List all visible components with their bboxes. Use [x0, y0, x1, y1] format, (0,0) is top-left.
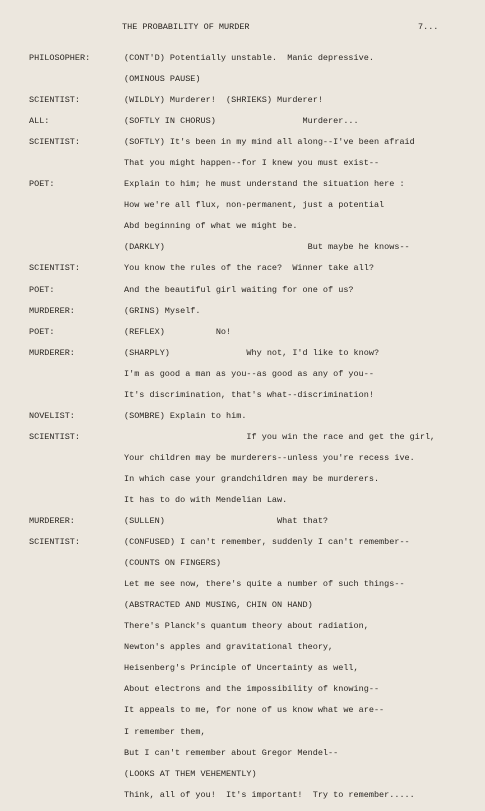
dialogue-text: Your children may be murderers--unless you're recess ive.: [124, 452, 415, 463]
page-number: 7...: [418, 22, 439, 32]
speaker-name: NOVELIST:: [29, 410, 75, 421]
dialogue-text: Explain to him; he must understand the situation here :: [124, 179, 405, 190]
speaker-name: SCIENTIST:: [29, 431, 81, 442]
dialogue-text: I remember them,: [124, 726, 206, 737]
script-line: [0, 684, 485, 705]
speaker-name: SCIENTIST:: [29, 537, 81, 548]
script-line: [0, 432, 485, 453]
dialogue-text: (LOOKS AT THEM VEHEMENTLY): [124, 768, 257, 779]
page-header: [0, 22, 485, 36]
script-line: [0, 621, 485, 642]
dialogue-text: (ABSTRACTED AND MUSING, CHIN ON HAND): [124, 600, 313, 611]
dialogue-text: (OMINOUS PAUSE): [124, 74, 201, 85]
dialogue-text: (WILDLY) Murderer! (SHRIEKS) Murderer!: [124, 95, 323, 106]
script-line: [0, 748, 485, 769]
dialogue-text: There's Planck's quantum theory about radiation,: [124, 621, 369, 632]
script-line: [0, 769, 485, 790]
script-line: [0, 306, 485, 327]
script-line: [0, 516, 485, 537]
script-line: [0, 579, 485, 600]
script-line: [0, 221, 485, 242]
dialogue-text: (REFLEX) No!: [124, 326, 232, 337]
dialogue-text: (DARKLY) But maybe he knows--: [124, 242, 410, 253]
script-line: [0, 790, 485, 811]
script-line: [0, 642, 485, 663]
dialogue-text: You know the rules of the race? Winner take all?: [124, 263, 374, 274]
dialogue-text: Think, all of you! It's important! Try to remember.....: [124, 789, 415, 800]
speaker-name: SCIENTIST:: [29, 95, 81, 106]
script-line: [0, 453, 485, 474]
dialogue-text: And the beautiful girl waiting for one of us?: [124, 284, 354, 295]
dialogue-text: Heisenberg's Principle of Uncertainty as well,: [124, 663, 359, 674]
script-line: [0, 263, 485, 284]
dialogue-text: Let me see now, there's quite a number of such things--: [124, 579, 405, 590]
script-line: [0, 74, 485, 95]
speaker-name: MURDERER:: [29, 516, 75, 527]
speaker-name: POET:: [29, 326, 55, 337]
dialogue-text: That you might happen--for I knew you must exist--: [124, 158, 380, 169]
dialogue-text: Abd beginning of what we might be.: [124, 221, 298, 232]
script-line: [0, 179, 485, 200]
script-line: [0, 200, 485, 221]
speaker-name: MURDERER:: [29, 305, 75, 316]
speaker-name: POET:: [29, 284, 55, 295]
script-line: [0, 348, 485, 369]
dialogue-text: (SOFTLY) It's been in my mind all along--I've been afraid: [124, 137, 415, 148]
script-line: [0, 727, 485, 748]
script-line: [0, 95, 485, 116]
speaker-name: POET:: [29, 179, 55, 190]
script-line: [0, 411, 485, 432]
dialogue-text: It has to do with Mendelian Law.: [124, 494, 288, 505]
speaker-name: ALL:: [29, 116, 50, 127]
script-line: [0, 116, 485, 137]
dialogue-text: (COUNTS ON FINGERS): [124, 558, 221, 569]
dialogue-text: (SHARPLY) Why not, I'd like to know?: [124, 347, 380, 358]
dialogue-text: I'm as good a man as you--as good as any of you--: [124, 368, 374, 379]
dialogue-text: In which case your grandchildren may be murderers.: [124, 473, 380, 484]
script-line: [0, 537, 485, 558]
dialogue-text: If you win the race and get the girl,: [124, 431, 436, 442]
speaker-name: SCIENTIST:: [29, 137, 81, 148]
script-line: [0, 242, 485, 263]
dialogue-text: (SOFTLY IN CHORUS) Murderer...: [124, 116, 359, 127]
script-line: [0, 390, 485, 411]
page-title: THE PROBABILITY OF MURDER: [122, 22, 250, 32]
speaker-name: PHILOSOPHER:: [29, 53, 91, 63]
script-line: [0, 705, 485, 726]
script-line: [0, 327, 485, 348]
dialogue-text: But I can't remember about Gregor Mendel--: [124, 747, 339, 758]
dialogue-text: It appeals to me, for none of us know what we are--: [124, 705, 385, 716]
script-line: [0, 600, 485, 621]
script-line: [0, 558, 485, 579]
script-line: [0, 495, 485, 516]
dialogue-text: How we're all flux, non-permanent, just a potential: [124, 200, 385, 211]
script-line: [0, 158, 485, 179]
dialogue-text: (GRINS) Myself.: [124, 305, 201, 316]
dialogue-text: (CONFUSED) I can't remember, suddenly I can't remember--: [124, 537, 410, 548]
script-line: [0, 53, 485, 74]
speaker-name: MURDERER:: [29, 347, 75, 358]
speaker-name: SCIENTIST:: [29, 263, 81, 274]
dialogue-text: (SOMBRE) Explain to him.: [124, 410, 247, 421]
dialogue-text: (SULLEN) What that?: [124, 516, 329, 527]
script-line: [0, 285, 485, 306]
dialogue-text: Newton's apples and gravitational theory,: [124, 642, 334, 653]
dialogue-text: (CONT'D) Potentially unstable. Manic depressive.: [124, 53, 374, 63]
script-body: [0, 53, 485, 811]
script-line: [0, 137, 485, 158]
script-line: [0, 474, 485, 495]
dialogue-text: It's discrimination, that's what--discrimination!: [124, 389, 374, 400]
script-line: [0, 369, 485, 390]
script-line: [0, 663, 485, 684]
dialogue-text: About electrons and the impossibility of knowing--: [124, 684, 380, 695]
